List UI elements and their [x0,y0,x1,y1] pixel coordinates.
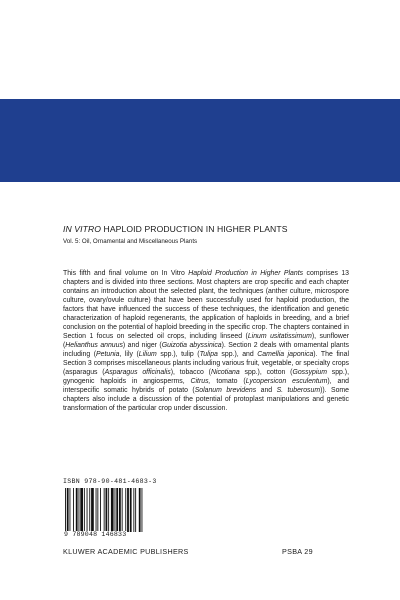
isbn-text: ISBN 978-90-481-4683-3 [63,478,157,485]
book-title: IN VITRO HAPLOID PRODUCTION IN HIGHER PLANTS [63,224,288,234]
book-description: This fifth and final volume on In Vitro Haploid Production in Higher Plants comprises 13 chapters and is divided into three sections. Most chapters are crop specific and each chapter contains an introduction about the selected plant, the techniques (anther culture, microspore culture, ovary/ovule culture) that have been successfully used for haploid production, the factors that have influenced the success of these techniques, the identification and genetic characterization of haploid regenerants, the application of haploids in breeding, and a brief conclusion on the potential of haploid breeding in the specific crop. The chapters contained in Section 1 focus on selected oil crops, including linseed (Linum usitatissimum), sunflower (Helianthus annuus) and niger (Guizotia abyssinica). Section 2 deals with ornamental plants including (Petunia, lily (Lilium spp.), tulip (Tulipa spp.), and Camellia japonica). The final Section 3 comprises miscellaneous plants including various fruit, vegetable, or specialty crops (asparagus (Asparagus officinalis), tobacco (Nicotiana spp.), cotton (Gossypium spp.), gynogenic haploids in angiosperms, Citrus, tomato (Lycopersicon esculentum), and interspecific somatic hybrids of potato (Solanum brevidens and S. tuberosum)). Some chapters also include a discussion of the potential of protoplast manipulations and genetic transformation of the particular crop under discussion. [63,270,350,412]
book-subtitle: Vol. 5: Oil, Ornamental and Miscellaneous Plants [63,238,198,245]
series-code: PSBA 29 [282,547,313,556]
barcode-icon [63,488,171,536]
barcode-number: 9 789048 146833 [64,531,127,538]
publisher-name: KLUWER ACADEMIC PUBLISHERS [63,547,189,556]
blue-cover-band [0,99,400,182]
